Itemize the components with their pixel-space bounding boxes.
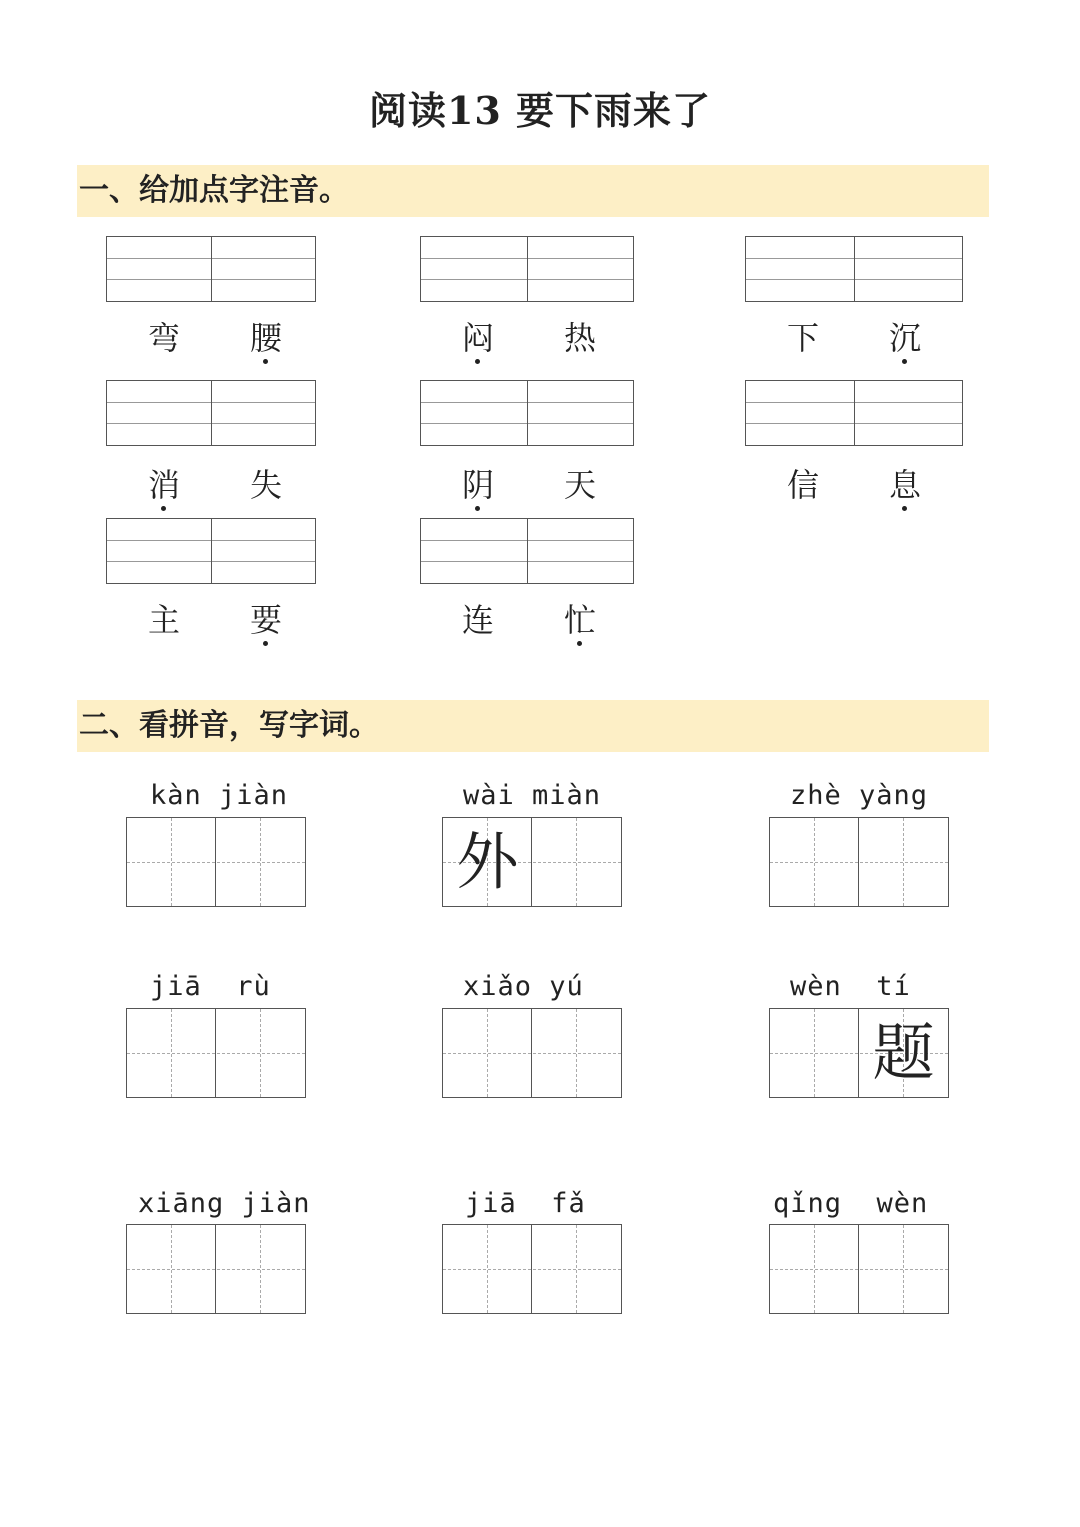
dotted-character: 闷 bbox=[458, 318, 498, 358]
dotted-character: 息 bbox=[885, 465, 925, 505]
character-writing-grid[interactable] bbox=[126, 1008, 306, 1098]
dotted-character: 失 bbox=[249, 466, 282, 504]
pinyin-answer-box[interactable] bbox=[420, 236, 634, 302]
example-answer-character bbox=[127, 1225, 216, 1313]
section-2-heading: 二、看拼音，写字词。 bbox=[77, 700, 989, 752]
example-answer-character bbox=[770, 1009, 859, 1097]
example-answer-character bbox=[216, 1009, 305, 1097]
pinyin-prompt: jiā fǎ bbox=[465, 1188, 586, 1219]
pinyin-prompt: xiǎo yú bbox=[463, 971, 584, 1002]
example-answer-character bbox=[770, 818, 859, 906]
dotted-character: 信 bbox=[786, 466, 819, 504]
box-divider bbox=[211, 381, 212, 445]
example-answer-character bbox=[532, 1009, 621, 1097]
dotted-character: 热 bbox=[563, 319, 596, 357]
box-divider bbox=[854, 237, 855, 301]
pinyin-prompt: zhè yàng bbox=[790, 780, 929, 811]
dotted-character: 腰 bbox=[246, 318, 286, 358]
dotted-character: 消 bbox=[144, 465, 184, 505]
section-1-heading: 一、给加点字注音。 bbox=[77, 165, 989, 217]
dotted-character: 忙 bbox=[560, 600, 600, 640]
pinyin-answer-box[interactable] bbox=[745, 236, 963, 302]
page-title: 阅读13 要下雨来了 bbox=[368, 88, 712, 133]
pinyin-answer-box[interactable] bbox=[745, 380, 963, 446]
box-divider bbox=[211, 237, 212, 301]
pinyin-answer-box[interactable] bbox=[106, 380, 316, 446]
dotted-character: 主 bbox=[147, 601, 180, 639]
example-answer-character bbox=[859, 818, 948, 906]
pinyin-prompt: qǐng wèn bbox=[773, 1188, 929, 1219]
example-answer-character bbox=[127, 1009, 216, 1097]
dotted-character: 弯 bbox=[147, 319, 180, 357]
example-answer-character bbox=[216, 818, 305, 906]
example-answer-character bbox=[127, 818, 216, 906]
pinyin-answer-box[interactable] bbox=[420, 380, 634, 446]
example-answer-character bbox=[443, 1225, 532, 1313]
character-writing-grid[interactable] bbox=[769, 817, 949, 907]
character-writing-grid[interactable] bbox=[442, 1008, 622, 1098]
pinyin-prompt: kàn jiàn bbox=[150, 780, 289, 811]
character-writing-grid[interactable] bbox=[769, 1224, 949, 1314]
example-answer-character bbox=[532, 818, 621, 906]
character-writing-grid[interactable] bbox=[442, 817, 622, 907]
pinyin-prompt: xiāng jiàn bbox=[138, 1188, 311, 1219]
dotted-character: 沉 bbox=[885, 318, 925, 358]
dotted-character: 阴 bbox=[458, 465, 498, 505]
pinyin-prompt: wèn tí bbox=[790, 971, 911, 1002]
box-divider bbox=[211, 519, 212, 583]
dotted-character: 连 bbox=[461, 601, 494, 639]
character-writing-grid[interactable] bbox=[126, 1224, 306, 1314]
character-writing-grid[interactable] bbox=[126, 817, 306, 907]
dotted-character: 要 bbox=[246, 600, 286, 640]
dotted-character: 天 bbox=[563, 466, 596, 504]
pinyin-answer-box[interactable] bbox=[106, 518, 316, 584]
box-divider bbox=[854, 381, 855, 445]
box-divider bbox=[527, 237, 528, 301]
example-answer-character bbox=[770, 1225, 859, 1313]
pinyin-answer-box[interactable] bbox=[420, 518, 634, 584]
example-answer-character bbox=[532, 1225, 621, 1313]
pinyin-answer-box[interactable] bbox=[106, 236, 316, 302]
character-writing-grid[interactable] bbox=[442, 1224, 622, 1314]
example-answer-character: 外 bbox=[456, 825, 519, 898]
example-answer-character: 题 bbox=[872, 1016, 935, 1089]
example-answer-character bbox=[216, 1225, 305, 1313]
box-divider bbox=[527, 519, 528, 583]
example-answer-character bbox=[859, 1225, 948, 1313]
character-writing-grid[interactable] bbox=[769, 1008, 949, 1098]
pinyin-prompt: wài miàn bbox=[463, 780, 602, 811]
box-divider bbox=[527, 381, 528, 445]
example-answer-character bbox=[443, 1009, 532, 1097]
pinyin-prompt: jiā rù bbox=[150, 971, 271, 1002]
dotted-character: 下 bbox=[786, 319, 819, 357]
